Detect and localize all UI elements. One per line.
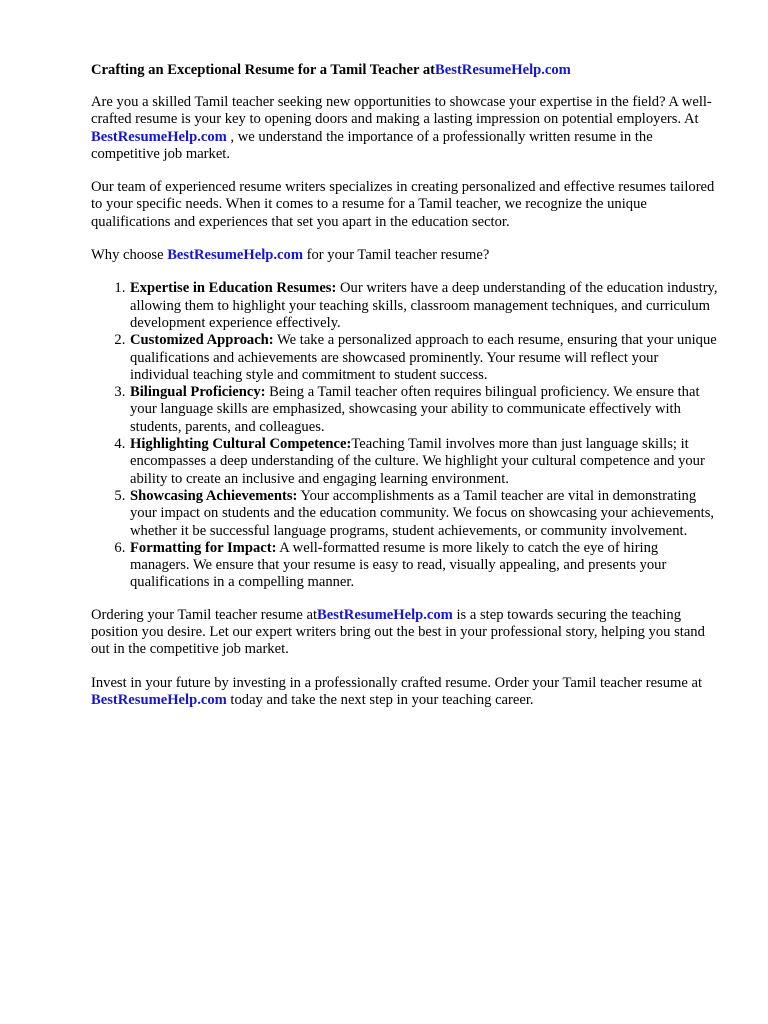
document-title — [91, 60, 721, 80]
reason-heading: Formatting for Impact: — [130, 539, 277, 556]
ordering-text-after: is a step towards securing the teaching position you desire. Let our expert writers bring out the best in your professional story, helping you stand out in the competitive job market. — [91, 606, 705, 658]
intro-text-before: Are you a skilled Tamil teacher seeking new opportunities to showcase your expertise in the field? A well-crafted resume is your key to opening doors and making a lasting impression on potential employers. At — [91, 94, 712, 128]
reason-heading: Bilingual Proficiency: — [130, 384, 266, 401]
reason-text: We take a personalized approach to each resume, ensuring that your unique qualifications and achievements are showcased prominently. Your resume will reflect your individual teaching style and commitment to student success. — [130, 332, 717, 383]
reasons-list — [91, 280, 721, 591]
ordering-link[interactable]: BestResumeHelp.com — [317, 606, 453, 623]
team-paragraph: Our team of experienced resume writers specializes in creating personalized and effective resumes tailored to your specific needs. When it comes to a resume for a Tamil teacher, we recognize the unique qualifications and experiences that set you apart in the education sector. — [91, 179, 715, 230]
invest-text-before: Invest in your future by investing in a professionally crafted resume. Order your Tamil teacher resume at — [91, 674, 703, 691]
list-item — [129, 436, 721, 488]
title-link[interactable]: BestResumeHelp.com — [435, 62, 571, 78]
list-item — [129, 488, 721, 540]
why-paragraph — [91, 247, 721, 264]
list-item — [129, 540, 721, 592]
list-item — [129, 384, 721, 436]
ordering-paragraph — [91, 607, 721, 659]
intro-paragraph — [91, 94, 721, 163]
why-text-before: Why choose — [91, 247, 168, 264]
reason-text: A well-formatted resume is more likely to catch the eye of hiring managers. We ensure that your resume is easy to read, visually appealing, and presents your qualifications in a compelling manner. — [130, 539, 667, 591]
ordering-text-before: Ordering your Tamil teacher resume at — [91, 606, 318, 623]
reason-text: Our writers have a deep understanding of the education industry, allowing them to highlight your teaching skills, classroom management techniques, and curriculum development experience effectively. — [130, 280, 718, 331]
intro-text-after: , we understand the importance of a professionally written resume in the competitive job market. — [91, 128, 653, 162]
reason-heading: Highlighting Cultural Competence: — [130, 436, 352, 453]
invest-text-after: today and take the next step in your teaching career. — [226, 691, 534, 708]
reason-heading: Customized Approach: — [130, 332, 274, 349]
document-page — [91, 60, 721, 725]
reason-text: Being a Tamil teacher often requires bilingual proficiency. We ensure that your language skills are emphasized, showcasing your ability to communicate effectively with students, parents, and colleagues. — [130, 384, 700, 435]
reason-text: Your accomplishments as a Tamil teacher are vital in demonstrating your impact on students and the education community. We focus on showcasing your achievements, whether it be successful language programs, student achievements, or community involvement. — [130, 487, 715, 539]
title-text: Crafting an Exceptional Resume for a Tamil Teacher at — [91, 62, 436, 78]
reason-heading: Expertise in Education Resumes: — [130, 280, 337, 297]
list-item — [129, 332, 721, 384]
why-link[interactable]: BestResumeHelp.com — [167, 247, 303, 264]
why-text-after: for your Tamil teacher resume? — [302, 247, 490, 264]
reason-heading: Showcasing Achievements: — [130, 487, 298, 504]
list-item — [129, 280, 721, 332]
intro-link[interactable]: BestResumeHelp.com — [91, 128, 227, 145]
invest-link[interactable]: BestResumeHelp.com — [91, 691, 227, 708]
invest-paragraph — [91, 675, 721, 710]
reason-text: Teaching Tamil involves more than just language skills; it encompasses a deep understanding of the culture. We highlight your cultural competence and your ability to create an inclusive and engaging learning environment. — [130, 436, 705, 487]
